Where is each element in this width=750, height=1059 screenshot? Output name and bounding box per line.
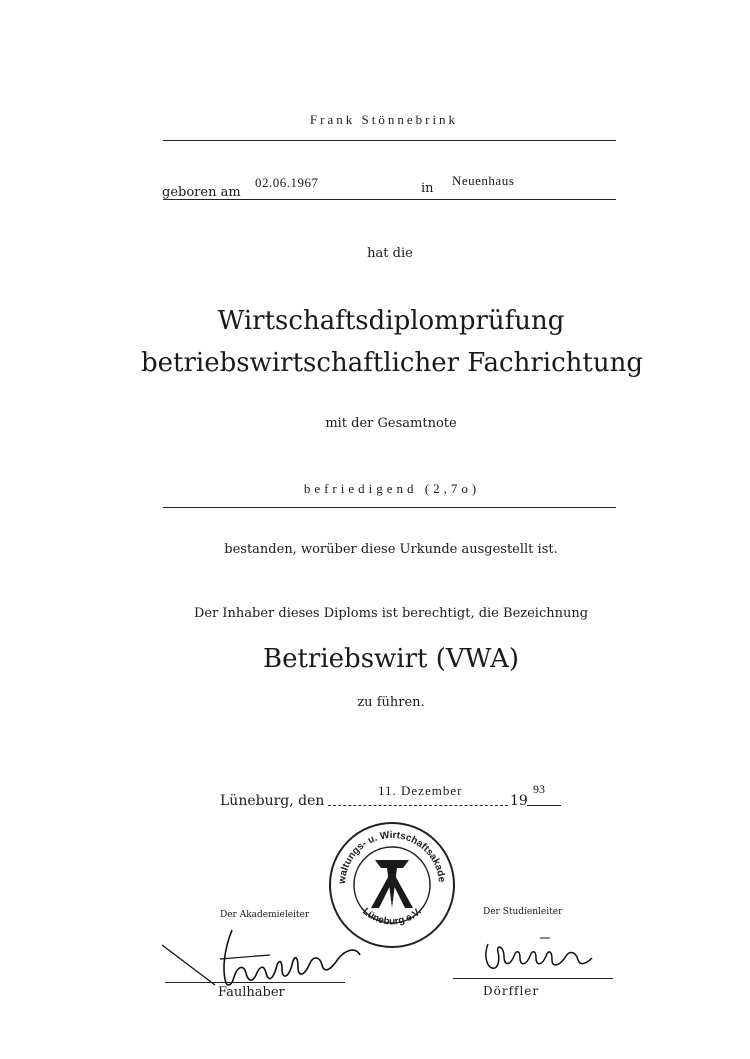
passed-text: bestanden, worüber diese Urkunde ausgestellt ist.	[224, 542, 558, 557]
date-line	[328, 805, 508, 806]
year-suffix: 93	[533, 782, 545, 796]
grade-intro: mit der Gesamtnote	[325, 416, 457, 431]
right-signature-name: Dörffler	[483, 984, 540, 998]
birth-line	[163, 199, 616, 200]
place-label: Lüneburg, den	[220, 793, 325, 809]
seal-text-bottom: Lüneburg e.V.	[360, 906, 424, 928]
seal-emblem-icon	[371, 860, 413, 908]
year-line	[527, 805, 561, 806]
exam-title-line2: betriebswirtschaftlicher Fachrichtung	[141, 348, 643, 378]
entitlement-text: Der Inhaber dieses Diploms ist berechtigt, die Bezeichnung	[193, 606, 589, 621]
right-signature-icon	[480, 932, 600, 982]
left-signature-name: Faulhaber	[218, 985, 285, 1000]
birth-place: Neuenhaus	[452, 173, 515, 188]
in-label: in	[421, 181, 434, 196]
exam-title-line1: Wirtschaftsdiplomprüfung	[217, 306, 565, 336]
grade-value: befriedigend (2,7o)	[303, 481, 481, 496]
year-prefix: 19	[510, 793, 528, 809]
closing-text: zu führen.	[357, 695, 425, 710]
birth-date: 02.06.1967	[255, 175, 319, 190]
grade-line	[163, 507, 616, 508]
seal-text-top: Verwaltungs- u. Wirtschaftsakademie	[320, 810, 447, 885]
holder-name: Frank Stönnebrink	[309, 112, 459, 127]
name-line	[163, 140, 616, 141]
left-signature-title: Der Akademieleiter	[220, 910, 310, 920]
degree-title: Betriebswirt (VWA)	[262, 644, 520, 674]
birth-label: geboren am	[162, 185, 241, 200]
issue-date: 11. Dezember	[378, 783, 463, 798]
right-signature-title: Der Studienleiter	[483, 907, 563, 917]
left-signature-line	[165, 982, 345, 983]
intro-text: hat die	[367, 246, 413, 261]
right-signature-line	[453, 978, 613, 979]
